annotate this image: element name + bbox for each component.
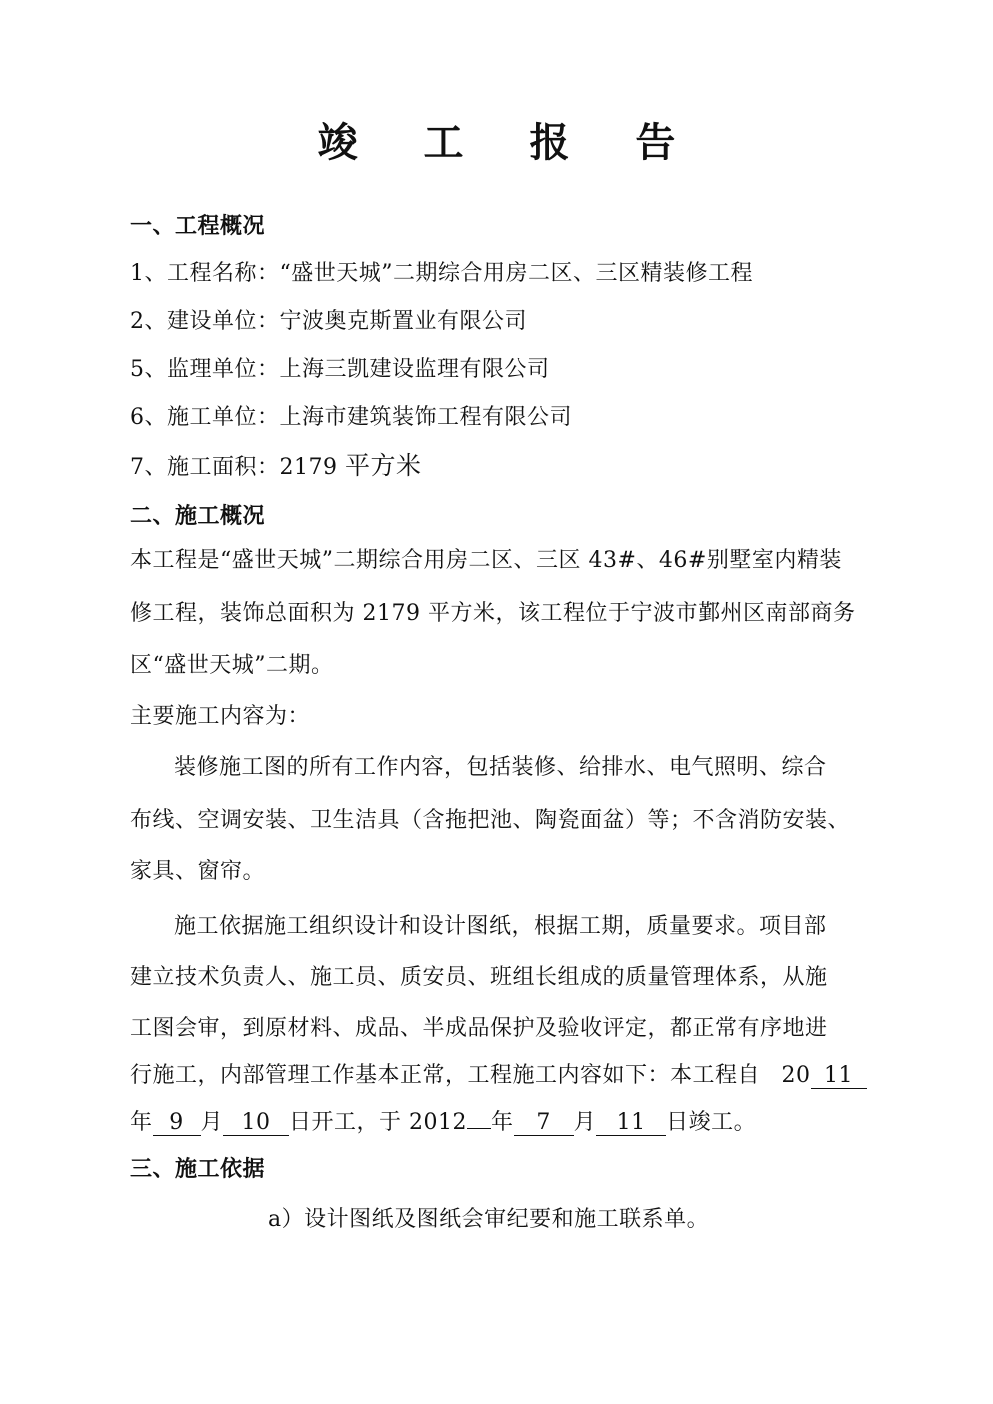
month-label: 月 <box>200 1110 224 1135</box>
contractor-row <box>130 403 572 433</box>
start-year-prefix: 20 <box>781 1063 811 1088</box>
section-heading-construction-basis: 三、施工依据 <box>130 1156 266 1182</box>
management-paragraph-line: 建立技术负责人、施工员、质安员、班组长组成的质量管理体系，从施 <box>130 965 828 990</box>
area-unit: 平方米 <box>345 451 422 480</box>
schedule-intro-text: 行施工，内部管理工作基本正常，工程施工内容如下：本工程自 <box>130 1063 761 1088</box>
supervisor-label: 5、监理单位： <box>130 357 280 382</box>
client-label: 2、建设单位： <box>130 309 280 334</box>
project-name-row <box>130 259 753 289</box>
start-year-suffix: 11 <box>811 1064 867 1089</box>
scope-paragraph-line: 布线、空调安装、卫生洁具（含拖把池、陶瓷面盆）等；不含消防安装、 <box>130 808 851 833</box>
start-day: 10 <box>223 1111 289 1136</box>
document-title: 竣 工 报 告 <box>317 119 702 166</box>
section-heading-project-overview: 一、工程概况 <box>130 213 266 239</box>
end-month: 7 <box>514 1111 574 1136</box>
year-label: 年 <box>491 1110 514 1135</box>
section-heading-construction-overview: 二、施工概况 <box>130 503 266 529</box>
main-content-heading: 主要施工内容为： <box>130 704 311 729</box>
start-month: 9 <box>153 1111 201 1136</box>
basis-item: a）设计图纸及图纸会审纪要和施工联系单。 <box>268 1207 710 1232</box>
overview-paragraph-line: 本工程是“盛世天城”二期综合用房二区、三区 43#、46#别墅室内精装 <box>130 548 842 573</box>
scope-paragraph-line: 装修施工图的所有工作内容，包括装修、给排水、电气照明、综合 <box>174 755 827 780</box>
end-year-blank <box>467 1128 491 1129</box>
end-year: 2012 <box>409 1110 468 1135</box>
scope-paragraph-line: 家具、窗帘。 <box>130 859 266 884</box>
project-name-value: “盛世天城”二期综合用房二区、三区精装修工程 <box>279 261 753 286</box>
management-paragraph-line: 工图会审，到原材料、成品、半成品保护及验收评定，都正常有序地进 <box>130 1016 828 1041</box>
project-name-label: 1、工程名称： <box>130 261 280 286</box>
area-label: 7、施工面积： <box>130 455 280 480</box>
start-label: 日开工，于 <box>289 1110 402 1135</box>
client-row <box>130 307 527 337</box>
end-day: 11 <box>596 1111 666 1136</box>
end-label: 日竣工。 <box>666 1110 757 1135</box>
overview-paragraph-line: 修工程，装饰总面积为 2179 平方米，该工程位于宁波市鄞州区南部商务 <box>130 601 856 626</box>
year-label: 年 <box>130 1110 153 1135</box>
schedule-line-1 <box>130 1061 867 1091</box>
supervisor-row <box>130 355 550 385</box>
contractor-value: 上海市建筑装饰工程有限公司 <box>279 405 573 430</box>
contractor-label: 6、施工单位： <box>130 405 280 430</box>
client-value: 宁波奥克斯置业有限公司 <box>279 309 528 334</box>
area-row <box>130 451 422 483</box>
overview-paragraph-line: 区“盛世天城”二期。 <box>130 653 334 678</box>
area-value: 2179 <box>279 455 338 480</box>
management-paragraph-line: 施工依据施工组织设计和设计图纸，根据工期，质量要求。项目部 <box>174 914 827 939</box>
schedule-line-2 <box>130 1108 756 1138</box>
supervisor-value: 上海三凯建设监理有限公司 <box>279 357 550 382</box>
month-label: 月 <box>573 1110 597 1135</box>
